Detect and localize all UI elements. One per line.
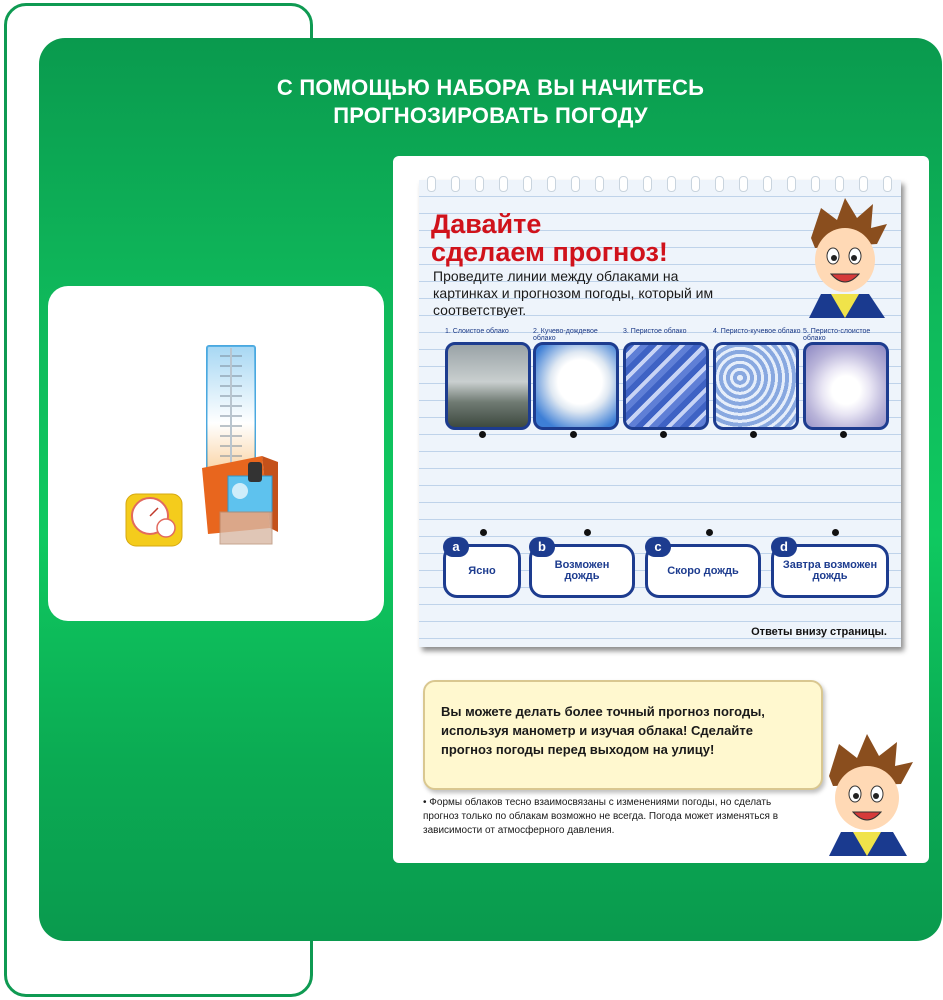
stratus-cloud-photo [445,342,531,430]
tip-box: Вы можете делать более точный прогноз погоды, используя манометр и изучая облака! Сделайте прогноз погоды перед выходом на улицу! [423,680,823,790]
cartoon-boy-icon [801,198,891,318]
spiral-ring-icon [595,176,604,192]
forecast-text: Возможен дождь [554,559,610,582]
cloud-label: 4. Перисто-кучевое облако [713,328,801,335]
forecast-letter-badge: c [645,537,671,557]
book-title [431,210,668,266]
spiral-ring-icon [643,176,652,192]
forecast-letter-badge: b [529,537,555,557]
cloud-item-5 [803,328,891,430]
cirrocumulus-cloud-photo [713,342,799,430]
cloud-label: 3. Перистое облако [623,328,687,335]
forecast-connector-dot[interactable] [832,529,839,536]
spiral-ring-icon [691,176,700,192]
forecast-text: Завтра возможен дождь [782,559,878,582]
cloud-item-3 [623,328,711,430]
cumulonimbus-cloud-photo [533,342,619,430]
spiral-ring-icon [739,176,748,192]
book-title-line-1: Давайте [431,209,542,239]
forecast-connector-dot[interactable] [584,529,591,536]
cloud-item-4 [713,328,801,430]
footnote: • Формы облаков тесно взаимосвязаны с изменениями погоды, но сделать прогноз только по облакам возможно не всегда. Погода может изменяться в зависимости от атмосферного давления. [423,797,779,836]
weather-kit-illustration [48,286,384,621]
spiral-ring-icon [619,176,628,192]
forecast-text: Скоро дождь [667,564,739,577]
spiral-ring-icon [451,176,460,192]
spiral-ring-icon [547,176,556,192]
spiral-ring-icon [475,176,484,192]
spiral-ring-icon [811,176,820,192]
notebook-page [419,180,901,647]
spiral-ring-icon [883,176,892,192]
forecast-connector-dot[interactable] [480,529,487,536]
spiral-ring-icon [787,176,796,192]
answers-note: Ответы внизу страницы. [751,626,887,638]
cloud-item-1 [445,328,533,430]
forecast-text: Ясно [468,564,496,577]
cloud-label: 5. Перисто-слоистое облако [803,328,871,342]
forecast-letter-badge: a [443,537,469,557]
spiral-ring-icon [427,176,436,192]
cloud-connector-dot[interactable] [750,431,757,438]
headline-line-2: ПРОГНОЗИРОВАТЬ ПОГОДУ [333,103,648,128]
spiral-ring-icon [715,176,724,192]
forecast-letter-badge: d [771,537,797,557]
cartoon-boy-icon [817,732,917,856]
spiral-ring-icon [523,176,532,192]
cloud-connector-dot[interactable] [479,431,486,438]
spiral-ring-icon [763,176,772,192]
spiral-ring-icon [571,176,580,192]
spiral-ring-icon [835,176,844,192]
page-headline [39,74,942,130]
cloud-label: 1. Слоистое облако [445,328,509,335]
cloud-label: 2. Кучево-дождевое облако [533,328,598,342]
cloud-connector-dot[interactable] [660,431,667,438]
spiral-ring-icon [859,176,868,192]
spiral-ring-icon [499,176,508,192]
cirrus-cloud-photo [623,342,709,430]
cloud-connector-dot[interactable] [570,431,577,438]
product-card [48,286,384,621]
book-title-line-2: сделаем прогноз! [431,237,668,267]
book-instruction: Проведите линии между облаками на картинках и прогнозом погоды, который им соответствует. [433,268,714,318]
cloud-connector-dot[interactable] [840,431,847,438]
spiral-ring-icon [667,176,676,192]
headline-line-1: С ПОМОЩЬЮ НАБОРА ВЫ НАЧИТЕСЬ [276,75,705,100]
forecast-connector-dot[interactable] [706,529,713,536]
book-page-card [393,156,929,863]
cloud-item-2 [533,328,621,430]
cirrostratus-cloud-photo [803,342,889,430]
